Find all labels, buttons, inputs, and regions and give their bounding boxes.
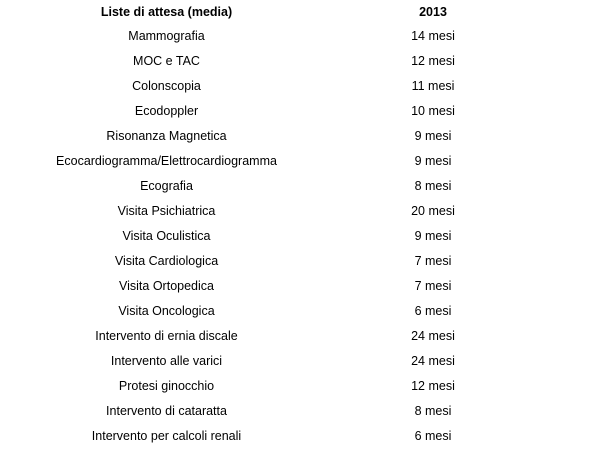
row-spacer [533,224,600,249]
wait-time-cell: 7 mesi [414,254,452,268]
table-row [0,149,600,174]
procedure-cell: MOC e TAC [133,54,200,68]
table-row [0,174,600,199]
wait-time-cell: 12 mesi [411,54,455,68]
wait-time-cell: 8 mesi [414,179,452,193]
table-row [0,424,600,449]
table-row [0,49,600,74]
row-spacer [533,24,600,49]
table-row [0,74,600,99]
procedure-cell: Intervento per calcoli renali [91,429,242,443]
header-procedure: Liste di attesa (media) [100,5,233,19]
row-spacer [533,74,600,99]
procedure-cell: Intervento di ernia discale [95,329,238,343]
wait-time-cell: 10 mesi [411,104,455,118]
wait-time-cell: 24 mesi [411,354,455,368]
procedure-cell: Visita Psichiatrica [117,204,216,218]
table-header-row [0,0,600,24]
wait-time-cell: 7 mesi [414,279,452,293]
row-spacer [533,374,600,399]
table-row [0,124,600,149]
row-spacer [533,349,600,374]
header-year: 2013 [419,5,447,19]
procedure-cell: Risonanza Magnetica [106,129,227,143]
row-spacer [533,399,600,424]
header-spacer [533,0,600,24]
procedure-cell: Protesi ginocchio [118,379,215,393]
table-row [0,224,600,249]
procedure-cell: Ecocardiogramma/Elettrocardiogramma [56,154,277,168]
row-spacer [533,299,600,324]
table-row [0,399,600,424]
procedure-cell: Intervento alle varici [110,354,223,368]
procedure-cell: Ecodoppler [134,104,199,118]
row-spacer [533,199,600,224]
table-row [0,349,600,374]
procedure-cell: Mammografia [128,29,205,43]
row-spacer [533,124,600,149]
row-spacer [533,49,600,74]
procedure-cell: Visita Oncologica [118,304,215,318]
procedure-cell: Visita Oculistica [122,229,211,243]
table-row [0,24,600,49]
procedure-cell: Ecografia [140,179,193,193]
row-spacer [533,99,600,124]
wait-time-cell: 9 mesi [414,229,452,243]
wait-time-cell: 6 mesi [414,429,452,443]
table-row [0,374,600,399]
wait-time-cell: 9 mesi [414,129,452,143]
table-row [0,324,600,349]
wait-time-cell: 11 mesi [411,79,455,93]
wait-time-cell: 12 mesi [411,379,455,393]
wait-time-cell: 20 mesi [411,204,455,218]
procedure-cell: Intervento di cataratta [106,404,227,418]
wait-time-cell: 9 mesi [414,154,452,168]
wait-time-cell: 14 mesi [411,29,455,43]
table-row [0,274,600,299]
row-spacer [533,149,600,174]
row-spacer [533,274,600,299]
wait-time-cell: 8 mesi [414,404,452,418]
procedure-cell: Colonscopia [132,79,201,93]
procedure-cell: Visita Ortopedica [119,279,214,293]
row-spacer [533,249,600,274]
row-spacer [533,174,600,199]
row-spacer [533,424,600,449]
table-row [0,299,600,324]
wait-time-cell: 6 mesi [414,304,452,318]
procedure-cell: Visita Cardiologica [114,254,219,268]
table-row [0,199,600,224]
row-spacer [533,324,600,349]
wait-time-cell: 24 mesi [411,329,455,343]
table-row [0,99,600,124]
table-row [0,249,600,274]
